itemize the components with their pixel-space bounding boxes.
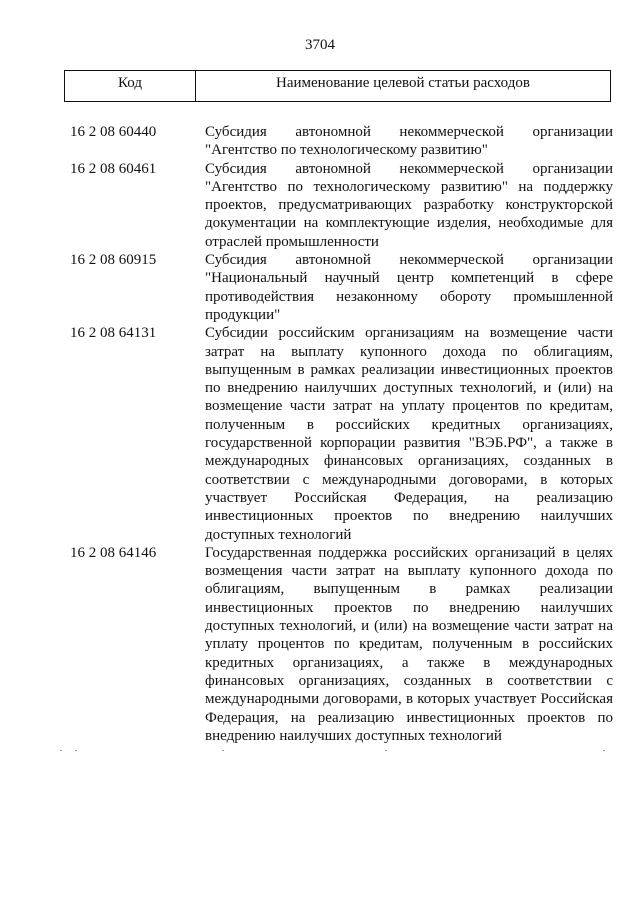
column-header-name: Наименование целевой статьи расходов (276, 75, 530, 91)
page-number: 3704 (305, 37, 335, 53)
row-code: 16 2 08 60915 (70, 252, 157, 269)
row-code: 16 2 08 64131 (70, 325, 157, 342)
table-header (64, 70, 611, 102)
table-row (0, 324, 640, 544)
scan-artifact-dots (0, 750, 640, 754)
table-row (0, 544, 640, 745)
table-row (0, 160, 640, 251)
row-description: Субсидия автономной некоммерческой организации "Агентство по технологическому развитию" (205, 124, 613, 159)
row-code: 16 2 08 64146 (70, 544, 157, 561)
row-description: Субсидия автономной некоммерческой организации "Агентство по технологическому развитию" на поддержку проектов, предусматривающих разработку конструкторской документации на комплектующие изделия, необходимые для отраслей промышленности (205, 160, 613, 250)
table-row (0, 123, 640, 160)
row-description: Субсидии российским организациям на возмещение части затрат на выплату купонного дохода по облигациям, выпущенным в рамках реализации инвестиционных проектов по внедрению наилучших доступных технологий, и (или) на возмещение части затрат на уплату процентов по кредитам, полученным в российских кредитных организациях, государственной корпорации развития "ВЭБ.РФ", а также в международных финансовых организациях, созданных в соответствии с международными договорами, в которых участвует Российская Федерация, на реализацию инвестиционных проектов по внедрению наилучших доступных технологий (205, 325, 613, 543)
column-header-code: Код (65, 71, 196, 101)
table-row (0, 251, 640, 324)
row-description: Субсидия автономной некоммерческой организации "Национальный научный центр компетенций в сфере противодействия незаконному обороту промышленной продукции" (205, 252, 613, 323)
row-description: Государственная поддержка российских организаций в целях возмещения части затрат на выплату купонного дохода по облигациям, выпущенным в рамках реализации инвестиционных проектов по внедрению наилучших доступных технологий, и (или) на возмещение части затрат на уплату процентов по кредитам, полученным в российских кредитных организациях, а также в международных финансовых организациях, созданных в соответствии с международными договорами, в которых участвует Российская Федерация, на реализацию инвестиционных проектов по внедрению наилучших доступных технологий (205, 544, 613, 744)
row-code: 16 2 08 60461 (70, 160, 157, 177)
expense-items-list (0, 123, 640, 745)
row-code: 16 2 08 60440 (70, 124, 157, 140)
